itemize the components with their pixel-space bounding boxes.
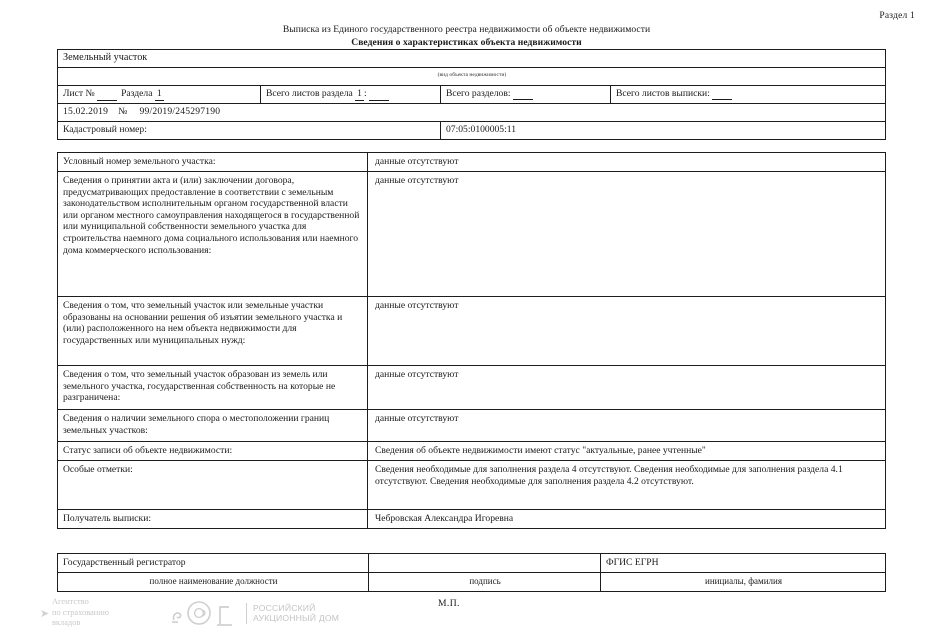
signature-table: [57, 553, 886, 592]
table-row: [58, 410, 886, 442]
row-label: Сведения о том, что земельный участок или земельные участки образованы на основании решения об изъятии земельного участка и (или) расположенного на нем объекта недвижимости для государственных или муниципальных нужд:: [58, 297, 368, 366]
row-value: данные отсутствуют: [368, 366, 886, 410]
registry-number: 99/2019/245297190: [139, 106, 221, 117]
row-label: Особые отметки:: [58, 461, 368, 510]
total-extract-sheets-label: Всего листов выписки:: [616, 88, 710, 99]
watermark-asv-line-1: Агентство: [52, 597, 89, 606]
table-row: [58, 366, 886, 410]
total-sections-cell: [441, 86, 611, 104]
date-number-row: [58, 104, 886, 122]
row-label: Получатель выписки:: [58, 510, 368, 529]
document-title: [0, 24, 933, 49]
sheet-number-label: Лист №: [63, 88, 95, 99]
row-value: данные отсутствуют: [368, 172, 886, 297]
row-label: Статус записи об объекте недвижимости:: [58, 442, 368, 461]
stamp-mark: М.П.: [438, 598, 460, 609]
watermark-rad-logo: [168, 598, 339, 628]
table-row: [58, 297, 886, 366]
row-value: данные отсутствуют: [368, 297, 886, 366]
watermark-arrow-icon: ➤: [40, 608, 50, 620]
property-details-table: [57, 152, 886, 529]
total-sections-blank[interactable]: [513, 90, 533, 100]
row-value: данные отсутствуют: [368, 153, 886, 172]
date-number-cell: [58, 104, 886, 122]
row-label: Сведения о наличии земельного спора о местоположении границ земельных участков:: [58, 410, 368, 442]
row-value: Сведения необходимые для заполнения раздела 4 отсутствуют. Сведения необходимые для заполнения раздела 4.1 отсутствуют. Сведения необходимые для заполнения раздела 4.2 отсутствуют.: [368, 461, 886, 510]
cadastral-row: [58, 122, 886, 140]
watermark-asv-line-3: вкладов: [52, 618, 81, 627]
cadastral-number: 07:05:0100005:11: [441, 122, 886, 140]
registrar-title: Государственный регистратор: [58, 554, 369, 573]
object-type-caption: (вид объекта недвижимости): [58, 68, 886, 86]
caption-position: полное наименование должности: [58, 573, 369, 592]
row-label: Условный номер земельного участка:: [58, 153, 368, 172]
object-type-caption-row: [58, 68, 886, 86]
caption-initials: инициалы, фамилия: [601, 573, 886, 592]
section-of-value: 1: [156, 88, 162, 99]
row-value: Сведения об объекте недвижимости имеют статус "актуальные, ранее учтенные": [368, 442, 886, 461]
total-sheets-blank[interactable]: [369, 91, 389, 101]
object-type-row: [58, 50, 886, 68]
row-label: Сведения о том, что земельный участок образован из земель или земельного участка, государственная собственность на которые не разграничена:: [58, 366, 368, 410]
auction-house-mark-icon: [168, 598, 240, 628]
watermark-asv-line-2: по страхованию: [52, 607, 109, 617]
extract-date: 15.02.2019: [63, 106, 109, 117]
section-of-label: Раздела: [121, 88, 153, 99]
watermark-asv-logo: [52, 597, 109, 629]
document-title-line-1: Выписка из Единого государственного реестра недвижимости об объекте недвижимости: [282, 24, 651, 35]
number-symbol: №: [118, 106, 128, 117]
row-value: данные отсутствуют: [368, 410, 886, 442]
row-label: Сведения о принятии акта и (или) заключении договора, предусматривающих предоставление в соответствии с земельным законодательством исполнительным органом государственной власти или органом местного самоуправления находящегося в государственной или муниципальной собственности земельного участка для строительства наемного дома социального использования или наемного дома коммерческого использования:: [58, 172, 368, 297]
table-row: [58, 461, 886, 510]
sheet-number-cell: [58, 86, 261, 104]
total-sections-label: Всего разделов:: [446, 88, 511, 99]
signature-captions-row: [58, 573, 886, 592]
system-name: ФГИС ЕГРН: [601, 554, 886, 573]
row-value: Чебровская Александра Игоревна: [368, 510, 886, 529]
watermark-rad-line-2: АУКЦИОННЫЙ ДОМ: [253, 613, 340, 623]
total-extract-sheets-blank[interactable]: [712, 90, 732, 100]
sheet-counts-row: [58, 86, 886, 104]
table-row: [58, 510, 886, 529]
total-extract-sheets-cell: [611, 86, 886, 104]
cadastral-label: Кадастровый номер:: [58, 122, 441, 140]
sheet-number-blank[interactable]: [97, 91, 117, 101]
watermark-rad-text: [246, 603, 339, 624]
table-row: [58, 153, 886, 172]
signature-fields-row: [58, 554, 886, 573]
signature-blank[interactable]: [369, 554, 601, 573]
total-sheets-value: 1: [357, 88, 362, 99]
section-label: Раздел 1: [879, 11, 915, 21]
watermark-rad-line-1: РОССИЙСКИЙ: [253, 602, 316, 613]
table-row: [58, 172, 886, 297]
document-title-line-2: Сведения о характеристиках объекта недвижимости: [351, 36, 582, 48]
total-sheets-label: Всего листов раздела: [266, 88, 353, 99]
total-sheets-cell: Всего листов раздела 1 :: [261, 86, 441, 104]
object-type-cell: Земельный участок: [58, 50, 886, 68]
caption-signature: подпись: [369, 573, 601, 592]
table-row: [58, 442, 886, 461]
header-table: [57, 49, 886, 140]
